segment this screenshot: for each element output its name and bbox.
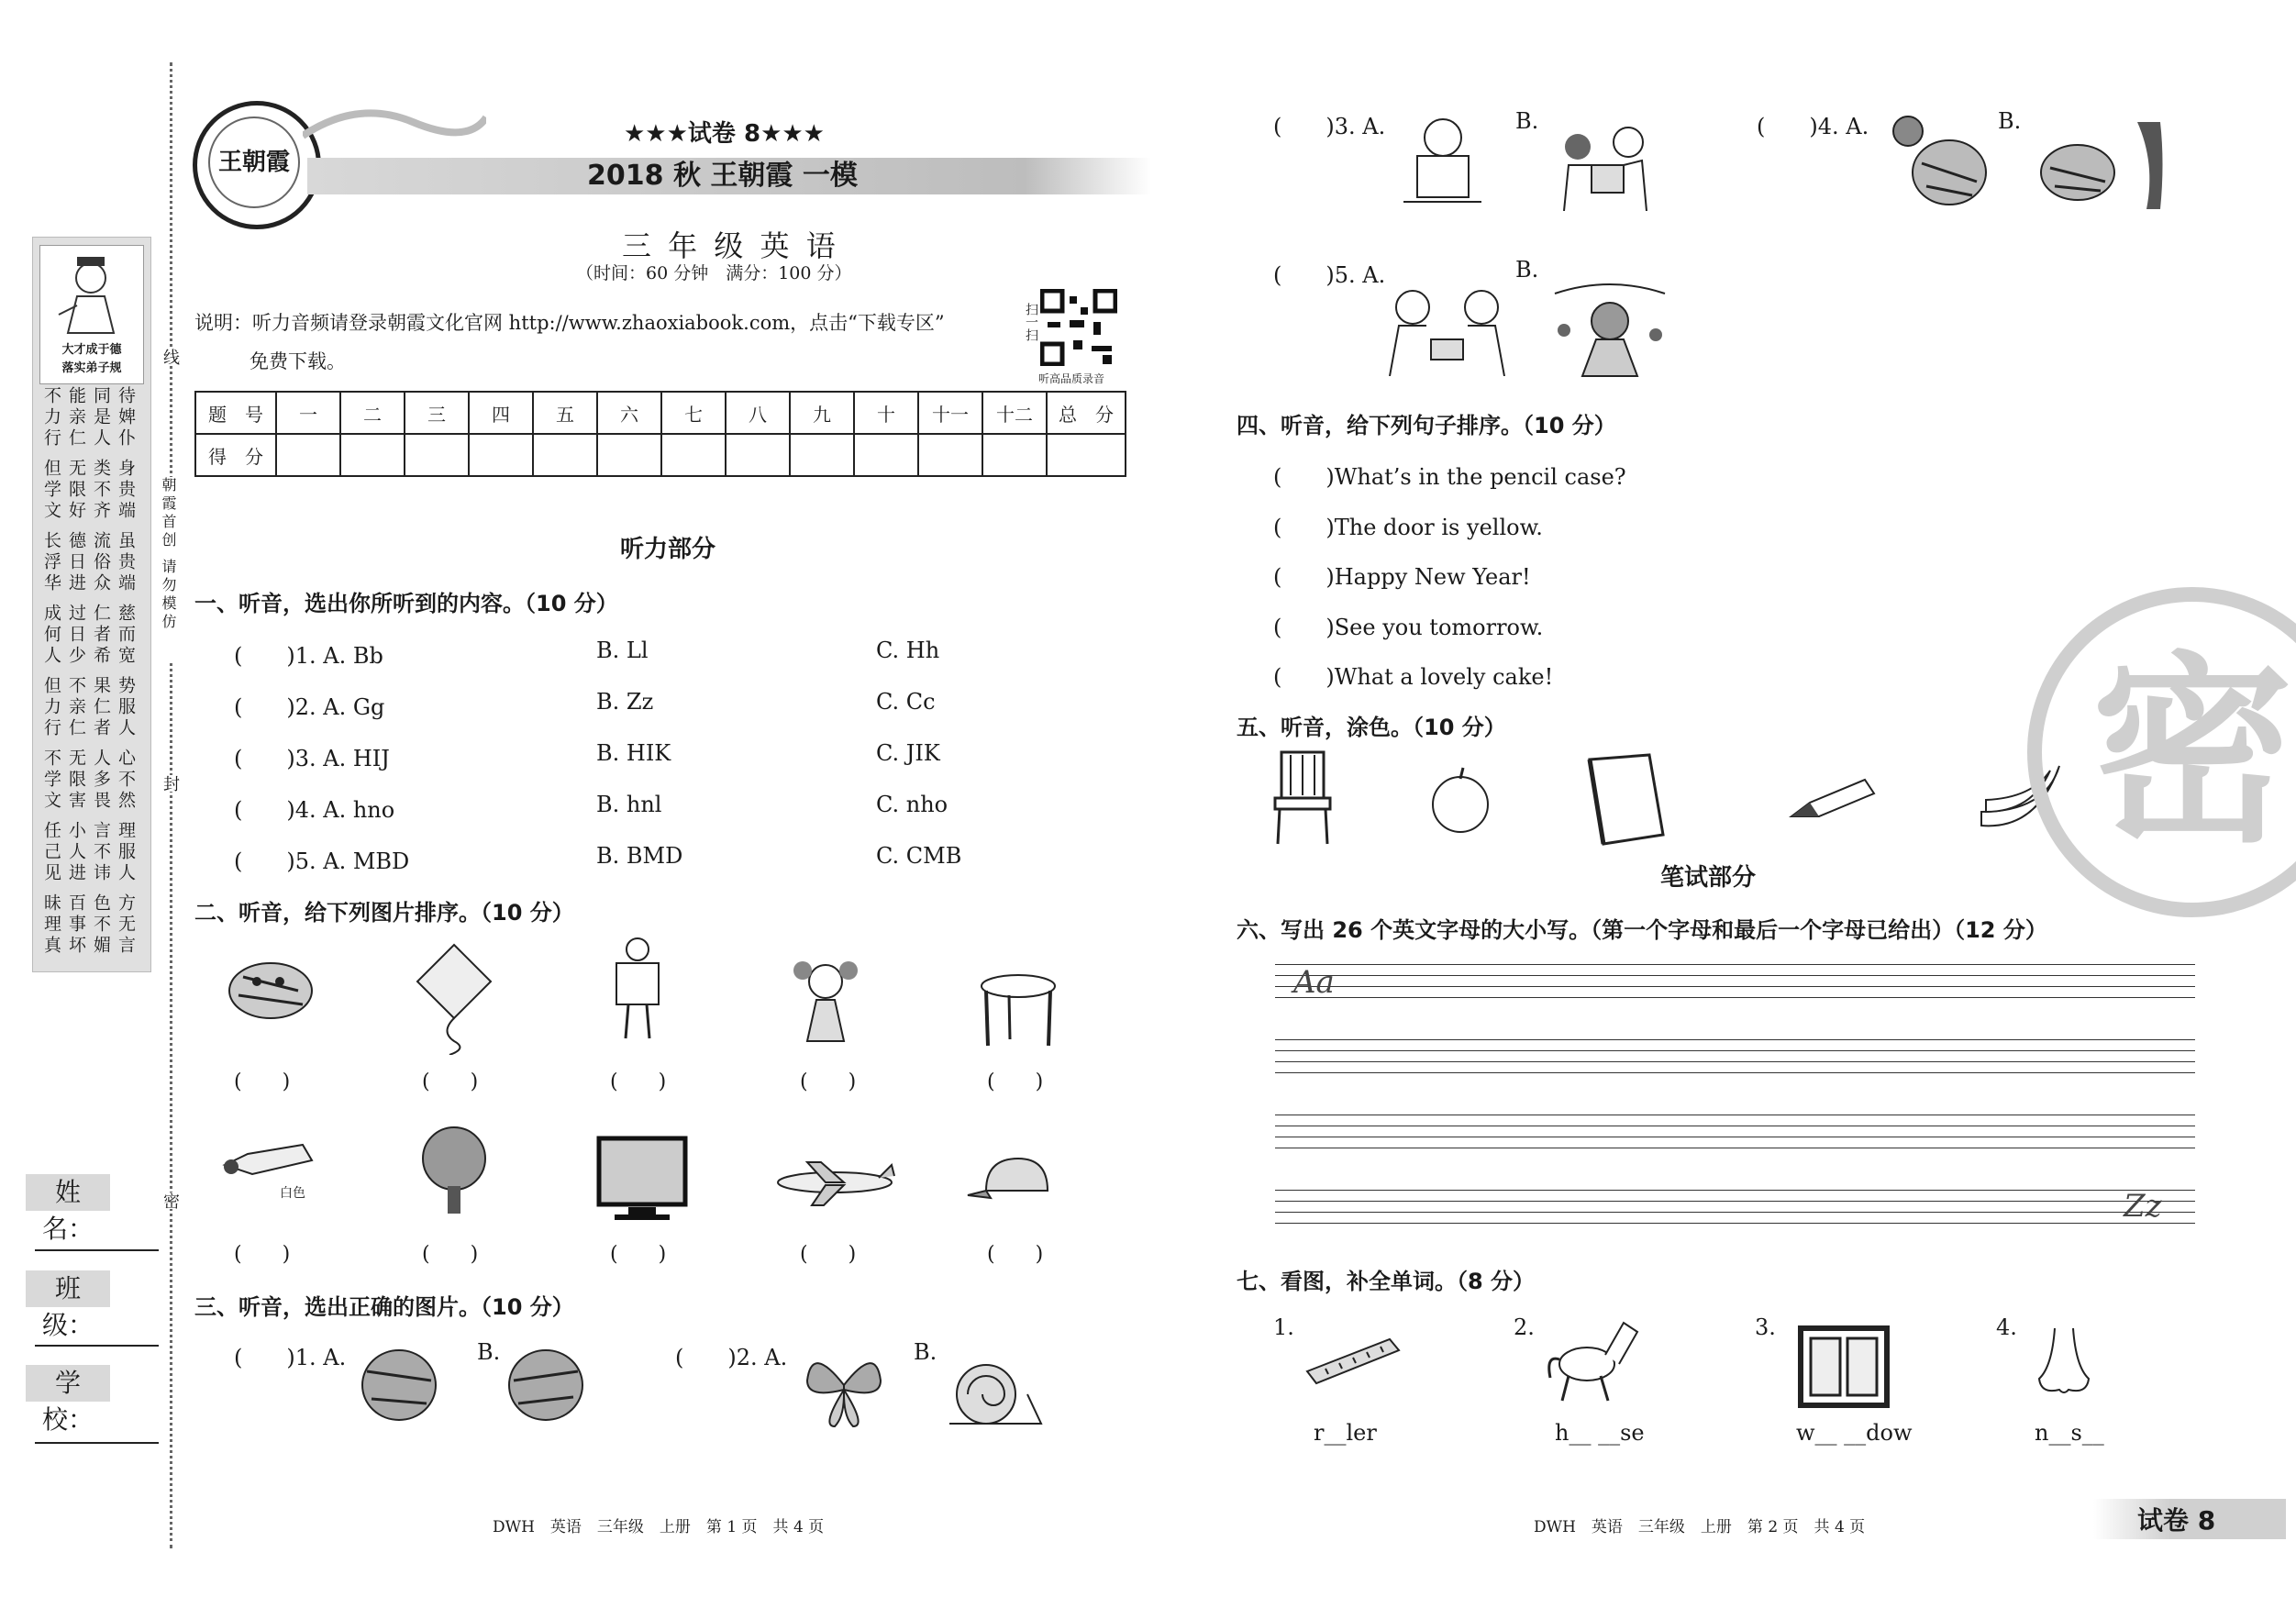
s1-q2-a[interactable]: ( )2. A. Gg (234, 694, 385, 720)
cap-icon (963, 1154, 1055, 1209)
section7-title: 七、看图，补全单词。（8 分） (1237, 1269, 1536, 1294)
score-header-cell: 六 (597, 392, 661, 434)
motto-title-2: 落实弟子规 (61, 361, 122, 375)
class-field[interactable] (35, 1345, 159, 1347)
s1-q3-a[interactable]: ( )3. A. HIJ (234, 746, 390, 771)
s7-word-1[interactable]: r__ler (1314, 1420, 1377, 1446)
window-icon (1798, 1325, 1890, 1408)
motto-column: 德日进 (66, 531, 86, 594)
boy-icon (605, 936, 670, 1041)
section4-title: 四、听音，给下列句子排序。（10 分） (1237, 413, 1616, 438)
scholar-illustration (39, 245, 144, 384)
motto-column: 待婢仆 (116, 386, 136, 449)
section5-title: 五、听音，涂色。（10 分） (1237, 715, 1506, 740)
score-header-cell: 三 (405, 392, 469, 434)
horse-icon (1546, 1314, 1642, 1405)
s1-q2-b[interactable]: B. Zz (596, 689, 654, 715)
motto-column: 类不齐 (91, 459, 111, 522)
s7-no-1: 1. (1273, 1314, 1294, 1340)
s1-q5-c[interactable]: C. CMB (876, 843, 962, 869)
s1-q5-b[interactable]: B. BMD (596, 843, 683, 869)
motto-column: 言不讳 (91, 821, 111, 884)
motto-column: 不学文 (41, 749, 61, 812)
plane-icon (771, 1158, 899, 1208)
motto-column: 虽贵端 (116, 531, 136, 594)
logo-text: 王朝霞 (208, 116, 300, 208)
tv-icon (596, 1136, 688, 1223)
s7-word-4[interactable]: n__s__ (2035, 1420, 2104, 1446)
tiger-tree-icon (2027, 117, 2165, 209)
boy-writing-icon (1399, 110, 1486, 211)
qr-code-icon[interactable] (1040, 289, 1117, 366)
s1-q5-a[interactable]: ( )5. A. MBD (234, 848, 410, 874)
s2-row1-paren-1[interactable]: ( ) (234, 1070, 291, 1093)
score-cell[interactable] (469, 434, 533, 476)
score-header-cell: 总 分 (1047, 392, 1126, 434)
binding-label-seal: 封 (158, 775, 182, 792)
footer-badge: 试卷 8 (2137, 1505, 2216, 1536)
motto-column: 仁者希 (91, 604, 111, 667)
tiger-ball-icon (1885, 108, 1995, 209)
motto-column: 人多畏 (91, 749, 111, 812)
s1-q4-b[interactable]: B. hnl (596, 792, 662, 817)
girl-icon (784, 954, 867, 1046)
letter-aa: Aa (1293, 964, 1335, 1001)
note-line-1: 说明：听力音频请登录朝霞文化官网 http://www.zhaoxiabook.com，点击“下载专区” (194, 312, 945, 334)
motto-column: 理服人 (116, 821, 136, 884)
footer-left: DWH 英语 三年级 上册 第 1 页 共 4 页 (493, 1518, 825, 1536)
motto-column: 同是人 (91, 386, 111, 449)
s1-q4-a[interactable]: ( )4. A. hno (234, 797, 395, 823)
score-cell[interactable] (918, 434, 982, 476)
ribbon-icon (303, 99, 486, 145)
score-cell[interactable] (1047, 434, 1126, 476)
score-header-cell: 题 号 (195, 392, 276, 434)
s2-row2-paren-3[interactable]: ( ) (610, 1243, 667, 1266)
motto-column: 长浮华 (41, 531, 61, 594)
nose-icon (2032, 1325, 2096, 1399)
motto-column: 任己见 (41, 821, 61, 884)
s3-q2[interactable]: ( )2. A. (675, 1345, 788, 1370)
motto-column: 流俗众 (91, 531, 111, 594)
s4-item-3[interactable]: ( )Happy New Year! (1273, 564, 1531, 590)
motto-column: 不亲仁 (66, 676, 86, 739)
score-cell[interactable] (790, 434, 854, 476)
s7-no-3: 3. (1755, 1314, 1776, 1340)
score-header-cell: 十一 (918, 392, 982, 434)
s2-row1-paren-2[interactable]: ( ) (422, 1070, 479, 1093)
s3-q3[interactable]: ( )3. A. (1273, 114, 1386, 139)
score-cell[interactable] (276, 434, 340, 476)
snail-icon (940, 1358, 1050, 1431)
motto-column: 但学文 (41, 459, 61, 522)
section2-title: 二、听音，给下列图片排序。（10 分） (194, 900, 574, 926)
tiger-icon (220, 949, 321, 1032)
stamp-char: 密 (2091, 635, 2293, 870)
kite-icon (413, 940, 495, 1055)
score-cell[interactable] (661, 434, 726, 476)
score-header-cell: 八 (726, 392, 790, 434)
s2-row2-paren-5[interactable]: ( ) (987, 1243, 1044, 1266)
s1-q3-b[interactable]: B. HIK (596, 740, 671, 766)
ruler-icon (1303, 1330, 1403, 1385)
class-label: 班 级： (26, 1270, 110, 1307)
s2-row2-paren-4[interactable]: ( ) (800, 1243, 857, 1266)
s3-q1-b[interactable]: B. (477, 1339, 501, 1365)
s1-q1-a[interactable]: ( )1. A. Bb (234, 643, 383, 669)
motto-column: 成何人 (41, 604, 61, 667)
tiger-sit-icon (500, 1344, 592, 1431)
binding-label-secret: 密 (158, 1192, 182, 1209)
score-header-cell: 四 (469, 392, 533, 434)
s2-row2-paren-2[interactable]: ( ) (422, 1243, 479, 1266)
exam-title: 2018 秋 王朝霞 一模 (587, 160, 858, 192)
motto-title-1: 大才成于德 (61, 343, 122, 357)
family-gift-icon (1550, 124, 1660, 211)
score-cell[interactable] (340, 434, 405, 476)
s7-word-3[interactable]: w__ __dow (1796, 1420, 1913, 1446)
school-label: 学 校： (26, 1365, 110, 1402)
written-title: 笔试部分 (1660, 864, 1757, 892)
school-field[interactable] (35, 1442, 159, 1444)
s2-row1-paren-5[interactable]: ( ) (987, 1070, 1044, 1093)
s4-item-4[interactable]: ( )See you tomorrow. (1273, 615, 1544, 640)
section1-title: 一、听音，选出你所听到的内容。（10 分） (194, 591, 618, 616)
motto-column: 能亲仁 (66, 386, 86, 449)
score-cell[interactable] (726, 434, 790, 476)
time-info: （时间：60 分钟 满分：100 分） (576, 263, 852, 283)
score-cell[interactable] (854, 434, 918, 476)
secret-stamp (2027, 587, 2296, 917)
motto-column: 无限好 (66, 459, 86, 522)
boy-newyear-icon (1546, 275, 1674, 381)
tube-label: 白色 (280, 1186, 305, 1201)
s1-q1-b[interactable]: B. Ll (596, 638, 649, 663)
score-table-header-row (195, 392, 1126, 434)
motto-column: 身贵端 (116, 459, 136, 522)
score-header-cell: 一 (276, 392, 340, 434)
paint-tube-icon (220, 1137, 321, 1183)
chair-icon[interactable] (1270, 748, 1335, 848)
s3-q5-b[interactable]: B. (1515, 257, 1539, 283)
scholar-icon (40, 246, 141, 338)
s7-word-2[interactable]: h__ __se (1555, 1420, 1645, 1446)
score-header-cell: 二 (340, 392, 405, 434)
motto-column: 无限害 (66, 749, 86, 812)
tiger-chair-icon (353, 1344, 445, 1431)
qr-side-label: 扫一扫 (1024, 303, 1038, 341)
handwriting-area[interactable] (1275, 959, 2195, 1243)
tree-icon (417, 1124, 491, 1215)
s7-no-4: 4. (1996, 1314, 2017, 1340)
motto-column: 果仁者 (91, 676, 111, 739)
s3-q2-b[interactable]: B. (914, 1339, 937, 1365)
motto-column: 小人进 (66, 821, 86, 884)
s1-q1-c[interactable]: C. Hh (876, 638, 940, 663)
motto-column: 百事坏 (66, 893, 86, 957)
apple-icon[interactable] (1426, 766, 1495, 835)
motto-column: 方无言 (116, 893, 136, 957)
section6-title: 六、写出 26 个英文字母的大小写。（第一个字母和最后一个字母已给出）（12 分） (1237, 917, 2047, 943)
s7-no-2: 2. (1514, 1314, 1535, 1340)
motto-panel (32, 237, 151, 972)
binding-label-line: 线 (158, 349, 182, 365)
subject-title: 三 年 级 英 语 (622, 228, 839, 263)
note-line-2: 免费下载。 (250, 350, 346, 372)
butterfly-icon (798, 1344, 890, 1431)
s3-q3-b[interactable]: B. (1515, 108, 1539, 134)
crayon-icon[interactable] (1787, 775, 1879, 826)
score-header-cell: 十 (854, 392, 918, 434)
s1-q2-c[interactable]: C. Cc (876, 689, 936, 715)
motto-column: 昧理真 (41, 893, 61, 957)
binding-label-warning: 朝霞首创 请勿模仿 (158, 477, 179, 660)
score-header-cell: 五 (533, 392, 597, 434)
s2-row1-paren-4[interactable]: ( ) (800, 1070, 857, 1093)
name-label: 姓 名： (26, 1174, 110, 1211)
s2-row2-paren-1[interactable]: ( ) (234, 1243, 291, 1266)
qr-caption: 听高品质录音 (1038, 372, 1105, 385)
score-header-cell: 七 (661, 392, 726, 434)
s4-item-1[interactable]: ( )What’s in the pencil case? (1273, 464, 1626, 490)
s3-q1[interactable]: ( )1. A. (234, 1345, 347, 1370)
motto-column: 色不媚 (91, 893, 111, 957)
motto-column: 不力行 (41, 386, 61, 449)
s4-item-5[interactable]: ( )What a lovely cake! (1273, 664, 1554, 690)
s3-q5[interactable]: ( )5. A. (1273, 262, 1386, 288)
table-icon (977, 968, 1059, 1050)
section3-title: 三、听音，选出正确的图片。（10 分） (194, 1294, 574, 1320)
motto-column: 过日少 (66, 604, 86, 667)
motto-column: 慈而宽 (116, 604, 136, 667)
s4-item-2[interactable]: ( )The door is yellow. (1273, 515, 1543, 540)
letter-zz: Zz (2124, 1188, 2162, 1225)
publisher-logo (193, 101, 321, 229)
score-header-cell: 九 (790, 392, 854, 434)
listening-title: 听力部分 (620, 536, 716, 563)
s3-q4-b[interactable]: B. (1998, 108, 2022, 134)
book-icon[interactable] (1585, 752, 1668, 848)
motto-column: 心不然 (116, 749, 136, 812)
kids-cake-icon (1385, 284, 1509, 376)
score-cell[interactable] (597, 434, 661, 476)
s2-row1-paren-3[interactable]: ( ) (610, 1070, 667, 1093)
s1-q4-c[interactable]: C. nho (876, 792, 948, 817)
s1-q3-c[interactable]: C. JIK (876, 740, 940, 766)
cut-line (170, 62, 172, 1548)
motto-column: 但力行 (41, 676, 61, 739)
score-cell[interactable] (982, 434, 1047, 476)
name-field[interactable] (35, 1249, 159, 1251)
s3-q4[interactable]: ( )4. A. (1757, 114, 1869, 139)
score-table-score-row (195, 434, 1126, 476)
motto-column: 势服人 (116, 676, 136, 739)
footer-right: DWH 英语 三年级 上册 第 2 页 共 4 页 (1534, 1518, 1866, 1536)
score-header-cell: 十二 (982, 392, 1047, 434)
score-cell[interactable] (405, 434, 469, 476)
exam-badge: ★★★试卷 8★★★ (624, 120, 825, 148)
score-row-label: 得 分 (195, 434, 276, 476)
score-table (194, 391, 1126, 477)
score-cell[interactable] (533, 434, 597, 476)
